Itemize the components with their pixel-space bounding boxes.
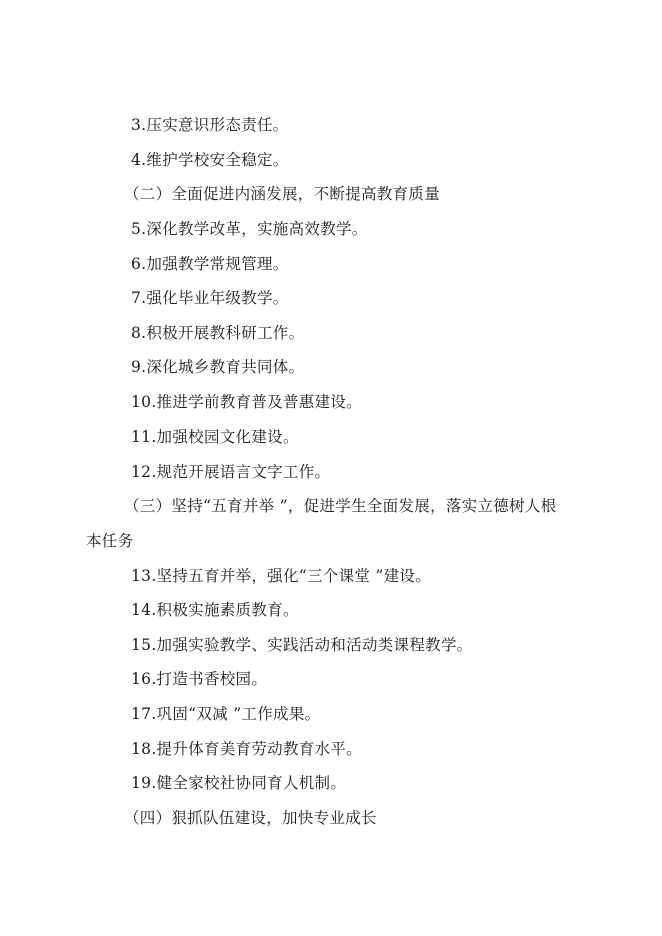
list-item-5: 5.深化教学改革，实施高效教学。 [131,220,368,238]
list-item-11: 11.加强校园文化建设。 [131,428,299,446]
list-item-6: 6.加强教学常规管理。 [131,255,289,273]
list-item-14: 14.积极实施素质教育。 [131,601,299,619]
list-item-3: 3.压实意识形态责任。 [131,116,289,134]
section-heading-4: （四）狠抓队伍建设，加快专业成长 [124,809,377,827]
list-item-16: 16.打造书香校园。 [131,670,268,688]
list-item-10: 10.推进学前教育普及普惠建设。 [131,393,362,411]
list-item-12: 12.规范开展语言文字工作。 [131,463,331,481]
section-heading-3: （三）坚持“五育并举 ”，促进学生全面发展，落实立德树人根 [124,497,557,515]
list-item-4: 4.维护学校安全稳定。 [131,151,289,169]
list-item-8: 8.积极开展教科研工作。 [131,324,305,342]
list-item-15: 15.加强实验教学、实践活动和活动类课程教学。 [131,636,473,654]
section-heading-3-continued: 本任务 [86,532,134,550]
list-item-13: 13.坚持五育并举，强化“三个课堂 ”建设。 [131,567,432,585]
list-item-18: 18.提升体育美育劳动教育水平。 [131,740,362,758]
list-item-9: 9.深化城乡教育共同体。 [131,358,305,376]
list-item-19: 19.健全家校社协同育人机制。 [131,774,347,792]
list-item-17: 17.巩固“双减 ”工作成果。 [131,705,321,723]
list-item-7: 7.强化毕业年级教学。 [131,289,289,307]
section-heading-2: （二）全面促进内涵发展，不断提高教育质量 [124,185,441,203]
